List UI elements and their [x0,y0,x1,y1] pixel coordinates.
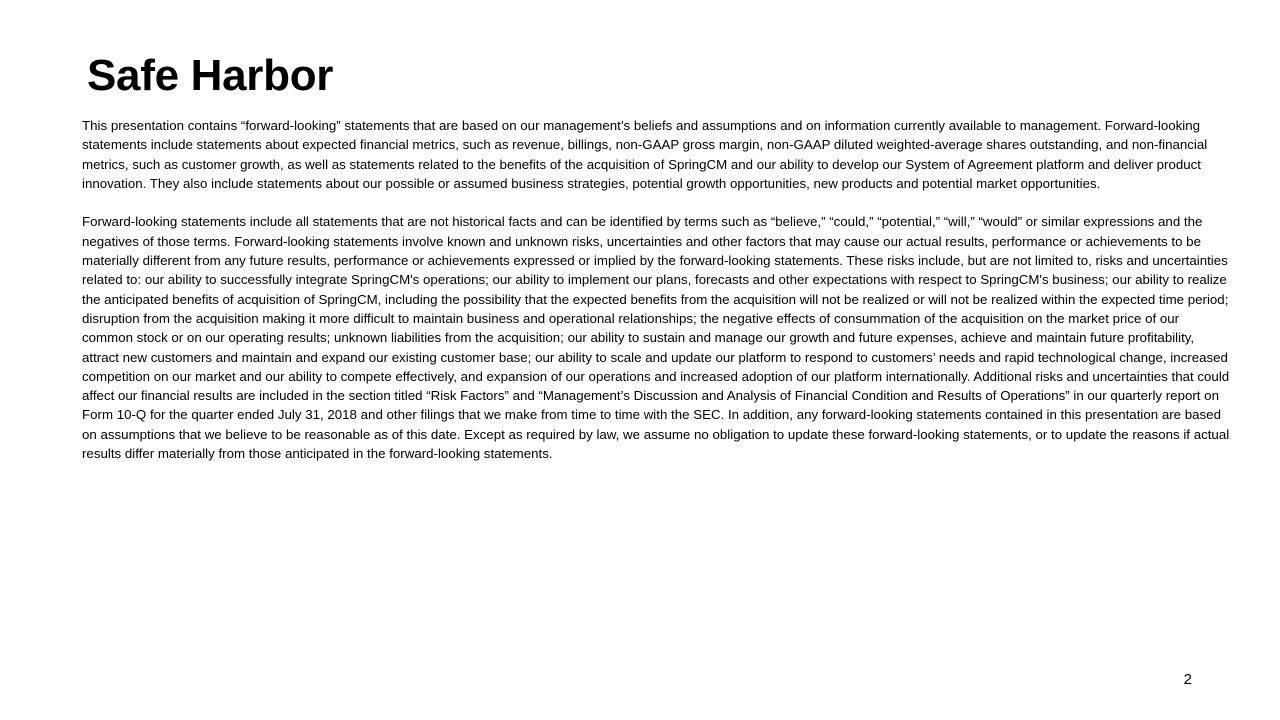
body-paragraph-2: Forward-looking statements include all statements that are not historical facts and can be identified by terms such as “believe,” “could,” “potential,” “will,” “would” or similar expressions and the negatives of those terms. Forward-looking statements involve known and unknown risks, uncertainties and other factors that may cause our actual results, performance or achievements to be materially different from any future results, performance or achievements expressed or implied by the forward-looking statements. These risks include, but are not limited to, risks and uncertainties related to: our ability to successfully integrate SpringCM's operations; our ability to implement our plans, forecasts and other expectations with respect to SpringCM's business; our ability to realize the anticipated benefits of acquisition of SpringCM, including the possibility that the expected benefits from the acquisition will not be realized or will not be realized within the expected time period; disruption from the acquisition making it more difficult to maintain business and operational relationships; the negative effects of consummation of the acquisition on the market price of our common stock or on our operating results; unknown liabilities from the acquisition; our ability to sustain and manage our growth and future expenses, achieve and maintain future profitability, attract new customers and maintain and expand our existing customer base; our ability to scale and update our platform to respond to customers’ needs and rapid technological change, increased competition on our market and our ability to compete effectively, and expansion of our operations and increased adoption of our platform internationally. Additional risks and uncertainties that could affect our financial results are included in the section titled “Risk Factors” and “Management’s Discussion and Analysis of Financial Condition and Results of Operations” in our quarterly report on Form 10-Q for the quarter ended July 31, 2018 and other filings that we make from time to time with the SEC. In addition, any forward-looking statements contained in this presentation are based on assumptions that we believe to be reasonable as of this date. Except as required by law, we assume no obligation to update these forward-looking statements, or to update the reasons if actual results differ materially from those anticipated in the forward-looking statements. [82,214,1230,462]
safe-harbor-body [82,116,1232,463]
page-number: 2 [1183,671,1192,688]
slide-title: Safe Harbor [87,51,334,100]
body-paragraph-1: This presentation contains “forward-looking” statements that are based on our management’s beliefs and assumptions and on information currently available to management. Forward-looking statements include statements about expected financial metrics, such as revenue, billings, non-GAAP gross margin, non-GAAP diluted weighted-average shares outstanding, and non-financial metrics, such as customer growth, as well as statements related to the benefits of the acquisition of SpringCM and our ability to develop our System of Agreement platform and deliver product innovation. They also include statements about our possible or assumed business strategies, potential growth opportunities, new products and potential market opportunities. [82,118,1208,191]
